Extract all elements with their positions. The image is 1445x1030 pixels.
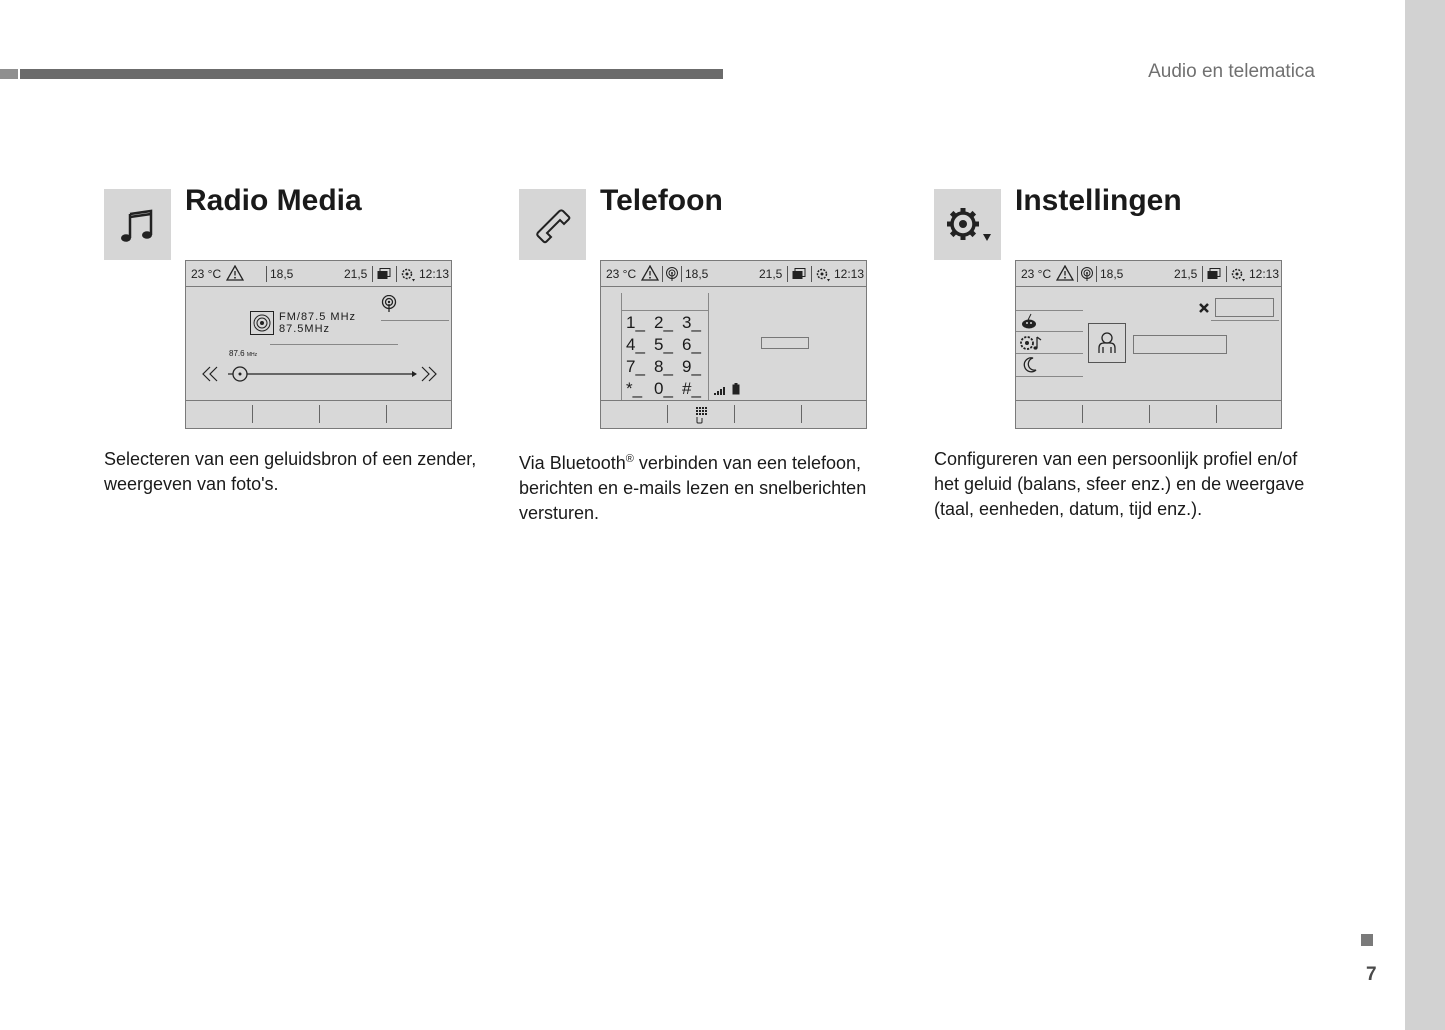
settings-gear-icon <box>943 203 993 247</box>
status-bar <box>186 261 451 287</box>
night-mode-icon[interactable] <box>1023 357 1037 373</box>
right-temp-setting: 21,5 <box>759 267 783 281</box>
left-temp-setting: 18,5 <box>270 267 294 281</box>
status-separator <box>681 266 682 282</box>
softkey-bar <box>1016 400 1281 428</box>
key-0[interactable]: 0_ <box>654 379 673 398</box>
page-marker <box>1361 934 1373 946</box>
status-separator <box>396 266 397 282</box>
header-bar <box>20 69 723 79</box>
status-separator <box>1202 266 1203 282</box>
list-divider <box>1016 331 1083 332</box>
status-separator <box>787 266 788 282</box>
section-title-telefoon: Telefoon <box>600 184 723 217</box>
telefoon-screen <box>600 260 867 429</box>
section-description-telefoon: Via Bluetooth® verbinden van een telefoon, berichten en e-mails lezen en snelberichten versturen. <box>519 453 867 523</box>
palette-icon[interactable] <box>1021 313 1039 329</box>
seek-forward-icon <box>422 367 436 381</box>
instellingen-screen <box>1015 260 1282 429</box>
status-bar <box>601 261 866 287</box>
radio-signal-small-icon <box>665 266 679 282</box>
key-star[interactable]: *_ <box>626 379 643 398</box>
profile-button[interactable] <box>1088 323 1126 363</box>
list-divider <box>1016 310 1083 311</box>
list-divider <box>270 344 398 345</box>
status-separator <box>266 266 267 282</box>
telefoon-icon-box <box>519 189 586 260</box>
radio-screen <box>185 260 452 429</box>
key-1[interactable]: 1_ <box>626 313 645 332</box>
clock: 12:13 <box>1249 267 1280 281</box>
key-8[interactable]: 8_ <box>654 357 673 376</box>
profile-detail-field[interactable] <box>1133 335 1227 354</box>
clock: 12:13 <box>419 267 450 281</box>
status-separator <box>1096 266 1097 282</box>
phone-handset-icon <box>533 205 573 245</box>
radio-station-icon <box>250 311 274 335</box>
scale-label: 87.6 MHz <box>229 349 258 358</box>
warning-icon <box>226 265 244 281</box>
dial-keypad[interactable] <box>626 314 710 398</box>
section-description-instellingen: Configureren van een persoonlijk profiel en/of het geluid (balans, sfeer enz.) en de weergave (taal, eenheden, datum, tijd enz.). <box>934 449 1305 519</box>
softkey-bar <box>601 400 866 428</box>
key-9[interactable]: 9_ <box>682 357 701 376</box>
radio-media-icon-box <box>104 189 171 260</box>
profile-name-field[interactable] <box>1215 298 1274 317</box>
key-7[interactable]: 7_ <box>626 357 645 376</box>
temperature: 23 °C <box>191 267 222 281</box>
page-number: 7 <box>1366 964 1377 985</box>
clock: 12:13 <box>834 267 865 281</box>
battery-icon <box>732 383 740 395</box>
settings-small-icon <box>400 266 416 282</box>
signal-strength-icon <box>714 385 728 395</box>
list-divider <box>1016 376 1083 377</box>
right-temp-setting: 21,5 <box>1174 267 1198 281</box>
settings-small-icon <box>815 266 831 282</box>
right-margin-strip <box>1405 0 1445 1030</box>
seek-back-icon <box>203 367 217 381</box>
keypad-icon[interactable] <box>694 406 708 424</box>
key-4[interactable]: 4_ <box>626 335 645 354</box>
frequency-slider[interactable] <box>200 361 440 387</box>
warning-icon <box>1056 265 1074 281</box>
left-temp-setting: 18,5 <box>685 267 709 281</box>
list-divider <box>1211 320 1279 321</box>
messages-icon <box>792 268 806 280</box>
status-separator <box>811 266 812 282</box>
softkey-bar <box>186 400 451 428</box>
status-separator <box>1077 266 1078 282</box>
music-note-icon <box>118 205 158 245</box>
key-3[interactable]: 3_ <box>682 313 701 332</box>
header-bar-marker <box>0 69 18 79</box>
section-title-radio: Radio Media <box>185 184 362 217</box>
messages-icon <box>1207 268 1221 280</box>
key-2[interactable]: 2_ <box>654 313 673 332</box>
temperature: 23 °C <box>606 267 637 281</box>
section-description-radio: Selecteren van een geluidsbron of een zender, weergeven van foto's. <box>104 449 477 494</box>
messages-icon <box>377 268 391 280</box>
radio-band: FM/87.5 MHz <box>279 311 357 323</box>
status-separator <box>372 266 373 282</box>
keypad-input-line <box>621 310 709 311</box>
status-bar <box>1016 261 1281 287</box>
key-5[interactable]: 5_ <box>654 335 673 354</box>
left-temp-setting: 18,5 <box>1100 267 1124 281</box>
section-title-instellingen: Instellingen <box>1015 184 1182 217</box>
key-hash[interactable]: #_ <box>682 379 701 398</box>
close-icon[interactable] <box>1198 302 1210 314</box>
user-profile-icon <box>1097 331 1117 355</box>
list-divider <box>1016 353 1083 354</box>
instellingen-icon-box <box>934 189 1001 260</box>
status-separator <box>662 266 663 282</box>
chapter-title: Audio en telematica <box>1148 61 1315 82</box>
key-6[interactable]: 6_ <box>682 335 701 354</box>
radio-signal-small-icon <box>1080 266 1094 282</box>
settings-small-icon <box>1230 266 1246 282</box>
radio-frequency: 87.5MHz <box>279 323 331 335</box>
radio-signal-icon <box>381 295 397 313</box>
temperature: 23 °C <box>1021 267 1052 281</box>
list-divider <box>381 320 449 321</box>
status-separator <box>1226 266 1227 282</box>
number-display-field[interactable] <box>761 337 809 349</box>
audio-settings-icon[interactable] <box>1019 334 1043 352</box>
warning-icon <box>641 265 659 281</box>
right-temp-setting: 21,5 <box>344 267 368 281</box>
